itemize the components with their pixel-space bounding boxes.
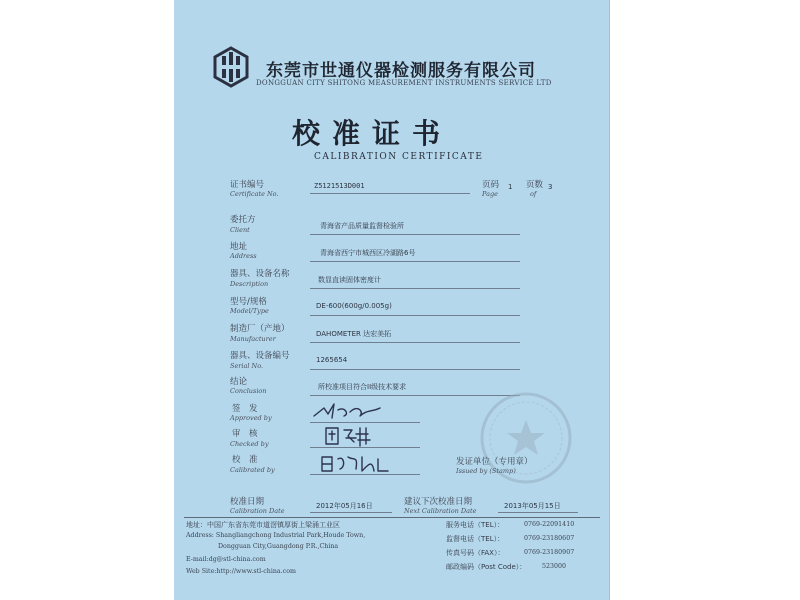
footer-address-en-1: Address: Shangliangchong Industrial Park,Houde Town,	[186, 532, 366, 539]
footer-tel-value: 0769-22091410	[524, 521, 575, 528]
approved-label-en: Approved by	[230, 414, 272, 422]
client-value: 青海省产品质量监督检验所	[320, 222, 404, 230]
approved-underline	[310, 422, 420, 423]
calibration-date-value: 2012年05月16日	[316, 502, 373, 510]
footer-fax-label: 传真号码（FAX）：	[446, 549, 505, 557]
calibration-date-underline	[310, 512, 392, 513]
calibration-date-label-en: Calibration Date	[230, 507, 285, 515]
calibrated-label: 校 准	[232, 455, 258, 465]
model-underline	[310, 315, 520, 316]
footer-address-cn: 地址：中国广东省东莞市道滘镇厚街上梁涌工业区	[186, 521, 340, 529]
conclusion-value: 所校准项目符合II级技术要求	[318, 383, 407, 391]
total-pages: 3	[548, 183, 553, 191]
calibration-date-label: 校准日期	[230, 497, 265, 507]
approver-signature-icon	[310, 400, 390, 424]
footer-website: Web Site:http://www.stl-china.com	[186, 568, 296, 575]
address-label: 地址	[230, 242, 248, 252]
manufacturer-label: 制造厂（产地）	[230, 324, 290, 334]
page-label-en: Page	[482, 190, 498, 198]
certificate-title-en: CALIBRATION CERTIFICATE	[314, 152, 484, 162]
footer-post-label: 邮政编码（Post Code）：	[446, 563, 527, 571]
serial-underline	[310, 369, 520, 370]
page-number: 1	[508, 183, 513, 191]
approved-label: 签 发	[232, 404, 258, 414]
issuer-label: 发证单位（专用章）	[456, 457, 533, 467]
serial-label-en: Serial No.	[230, 362, 264, 370]
manufacturer-value: DAHOMETER 达宏美拓	[316, 330, 392, 338]
cert-no-underline	[310, 193, 470, 194]
footer-complaint-value: 0769-23180607	[524, 535, 575, 542]
serial-value: 1265654	[316, 356, 348, 364]
next-calibration-value: 2013年05月15日	[504, 502, 561, 510]
footer-email: E-mail:dg@stl-china.com	[186, 556, 266, 563]
model-value: DE-600(600g/0.005g)	[316, 302, 392, 310]
issuer-label-en: Issued by (Stamp)	[456, 467, 516, 475]
checked-label: 审 核	[232, 429, 258, 439]
conclusion-label-en: Conclusion	[230, 387, 267, 395]
footer-divider	[184, 517, 600, 518]
serial-label: 器具、设备编号	[230, 351, 290, 361]
footer-post-value: 523000	[542, 563, 567, 570]
page-label: 页码	[482, 180, 500, 190]
description-label: 器具、设备名称	[230, 269, 290, 279]
footer-address-en-2: Dongguan City,Guangdong P.R.,China	[218, 543, 339, 550]
manufacturer-underline	[310, 342, 520, 343]
company-name-en: DONGGUAN CITY SHITONG MEASUREMENT INSTRUMENTS SERVICE LTD	[256, 79, 552, 87]
description-label-en: Description	[230, 280, 269, 288]
calibrated-underline	[310, 474, 420, 475]
total-pages-label: 页数	[526, 180, 544, 190]
company-logo-icon	[212, 46, 250, 88]
cert-no-label: 证书编号	[230, 180, 265, 190]
description-value: 数显直读固体密度计	[318, 276, 381, 284]
certificate-paper	[174, 0, 610, 600]
address-value: 青海省西宁市城西区冷湖路6号	[320, 249, 416, 257]
client-underline	[310, 234, 520, 235]
checker-signature-icon	[320, 424, 390, 448]
checked-underline	[310, 447, 420, 448]
model-label-en: Model/Type	[230, 307, 269, 315]
company-name-cn: 东莞市世通仪器检测服务有限公司	[266, 61, 536, 81]
checked-label-en: Checked by	[230, 440, 269, 448]
next-calibration-underline	[498, 512, 578, 513]
cert-no-value: Z5121513D001	[314, 182, 365, 190]
footer-tel-label: 服务电话（TEL）：	[446, 521, 505, 529]
address-label-en: Address	[230, 252, 257, 260]
calibrated-label-en: Calibrated by	[230, 466, 275, 474]
manufacturer-label-en: Manufacturer	[230, 335, 276, 343]
conclusion-label: 结论	[230, 377, 248, 387]
next-calibration-label-en: Next Calibration Date	[404, 507, 477, 515]
total-pages-label-en: of	[530, 190, 537, 198]
description-underline	[310, 288, 520, 289]
client-label-en: Client	[230, 226, 250, 234]
cert-no-label-en: Certificate No.	[230, 190, 279, 198]
certificate-title: 校准证书	[292, 117, 453, 150]
model-label: 型号/规格	[230, 297, 267, 307]
footer-fax-value: 0769-23180907	[524, 549, 575, 556]
calibrator-signature-icon	[318, 451, 398, 475]
next-calibration-label: 建议下次校准日期	[404, 497, 473, 507]
footer-complaint-label: 监督电话（TEL）：	[446, 535, 505, 543]
address-underline	[310, 261, 520, 262]
client-label: 委托方	[230, 215, 256, 225]
